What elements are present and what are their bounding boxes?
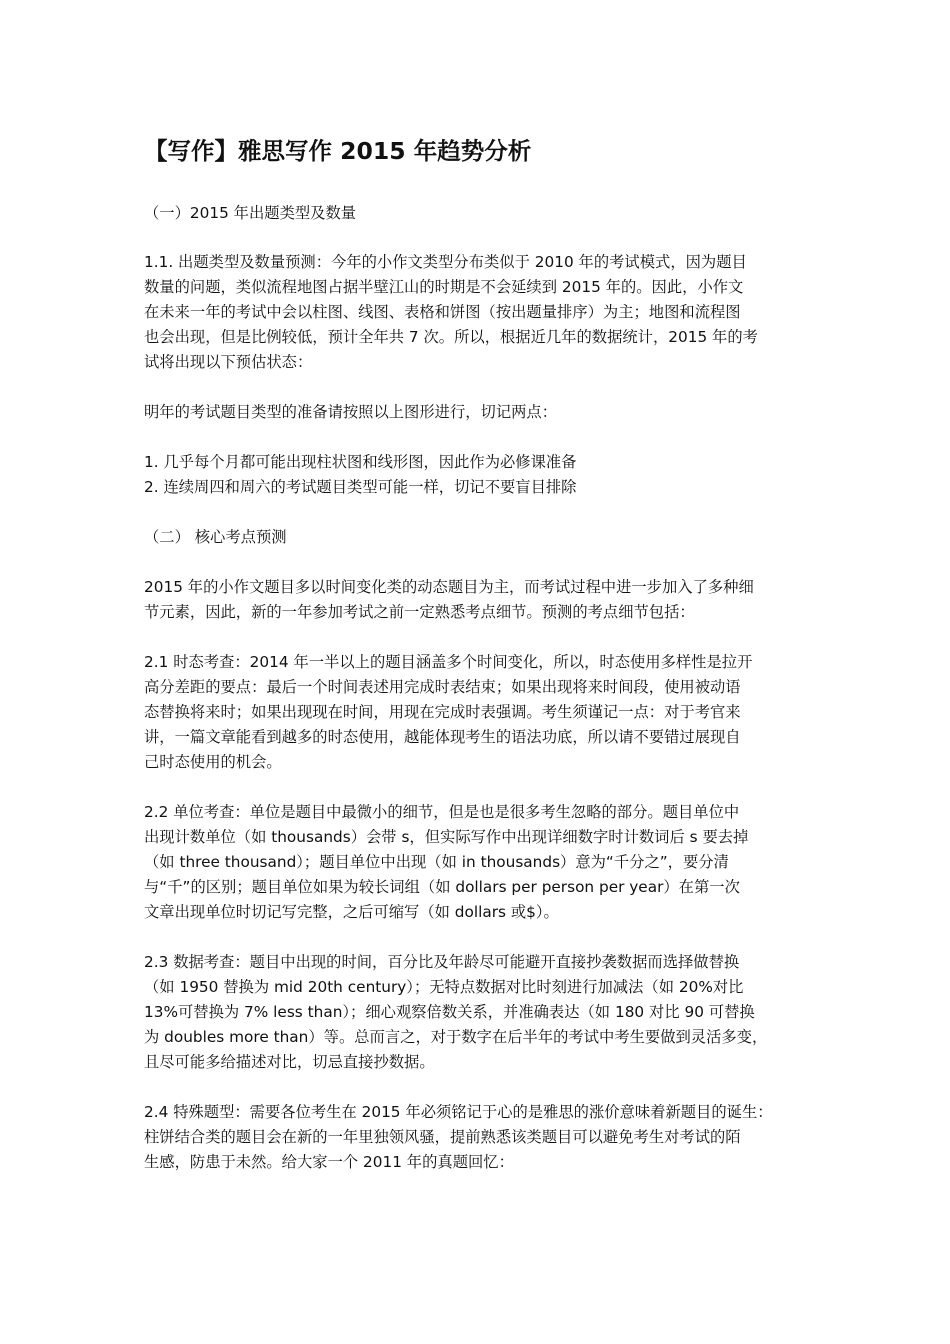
paragraph-prepare: 明年的考试题目类型的准备请按照以上图形进行，切记两点： [144, 403, 558, 421]
paragraph-2-4 [144, 1100, 814, 1175]
text-line: 生感，防患于未然。给大家一个 2011 年的真题回忆： [144, 1153, 514, 1171]
text-line: 与“千”的区别；题目单位如果为较长词组（如 dollars per person per year）在第一次 [144, 878, 740, 896]
text-line: 文章出现单位时切记写完整，之后可缩写（如 dollars 或$）。 [144, 903, 559, 921]
text-line: 己时态使用的机会。 [144, 753, 282, 771]
text-line: （如 1950 替换为 mid 20th century）；无特点数据对比时刻进行加减法（如 20%对比 [144, 978, 744, 996]
text-line: 态替换将来时；如果出现现在时间，用现在完成时表强调。考生须谨记一点：对于考官来 [144, 703, 741, 721]
text-line: 2.2 单位考查：单位是题目中最微小的细节，但是也是很多考生忽略的部分。题目单位中 [144, 803, 740, 821]
paragraph-2-1 [144, 650, 814, 775]
document-title: 【写作】雅思写作 2015 年趋势分析 [144, 137, 532, 165]
text-line: 1.1. 出题类型及数量预测：今年的小作文类型分布类似于 2010 年的考试模式，因为题目 [144, 253, 747, 271]
text-line: 为 doubles more than）等。总而言之，对于数字在后半年的考试中考生要做到灵活多变， [144, 1028, 768, 1046]
text-line: 2.4 特殊题型：需要各位考生在 2015 年必须铭记于心的是雅思的涨价意味着新题目的诞生： [144, 1103, 773, 1121]
section-heading-1: （一）2015 年出题类型及数量 [144, 204, 357, 222]
numbered-list [144, 450, 814, 500]
text-line: 试将出现以下预估状态： [144, 353, 313, 371]
paragraph-intro-2 [144, 575, 814, 625]
list-item: 2. 连续周四和周六的考试题目类型可能一样，切记不要盲目排除 [144, 478, 577, 496]
text-line: 也会出现，但是比例较低，预计全年共 7 次。所以，根据近几年的数据统计，2015 年的考 [144, 328, 758, 346]
text-line: 且尽可能多给描述对比，切忌直接抄数据。 [144, 1053, 435, 1071]
text-line: 高分差距的要点：最后一个时间表述用完成时表结束；如果出现将来时间段，使用被动语 [144, 678, 741, 696]
text-line: 出现计数单位（如 thousands）会带 s，但实际写作中出现详细数字时计数词后 s 要去掉 [144, 828, 749, 846]
paragraph-2-3 [144, 950, 814, 1075]
paragraph-1-1 [144, 250, 814, 375]
text-line: 数量的问题，类似流程地图占据半壁江山的时期是不会延续到 2015 年的。因此，小作文 [144, 278, 744, 296]
paragraph-2-2 [144, 800, 814, 925]
text-line: 13%可替换为 7% less than）；细心观察倍数关系，并准确表达（如 180 对比 90 可替换 [144, 1003, 755, 1021]
text-line: 节元素，因此，新的一年参加考试之前一定熟悉考点细节。预测的考点细节包括： [144, 603, 695, 621]
text-line: 讲，一篇文章能看到越多的时态使用，越能体现考生的语法功底，所以请不要错过展现自 [144, 728, 741, 746]
text-line: （如 three thousand）；题目单位中出现（如 in thousands）意为“千分之”，要分清 [144, 853, 729, 871]
section-heading-2: （二） 核心考点预测 [144, 528, 287, 546]
text-line: 2.1 时态考查：2014 年一半以上的题目涵盖多个时间变化，所以，时态使用多样性是拉开 [144, 653, 753, 671]
document-body [144, 134, 814, 1175]
text-line: 2.3 数据考查：题目中出现的时间，百分比及年龄尽可能避开直接抄袭数据而选择做替换 [144, 953, 740, 971]
text-line: 柱饼结合类的题目会在新的一年里独领风骚，提前熟悉该类题目可以避免考生对考试的陌 [144, 1128, 741, 1146]
list-item: 1. 几乎每个月都可能出现柱状图和线形图，因此作为必修课准备 [144, 453, 577, 471]
text-line: 2015 年的小作文题目多以时间变化类的动态题目为主，而考试过程中进一步加入了多种细 [144, 578, 754, 596]
text-line: 在未来一年的考试中会以柱图、线图、表格和饼图（按出题量排序）为主；地图和流程图 [144, 303, 741, 321]
